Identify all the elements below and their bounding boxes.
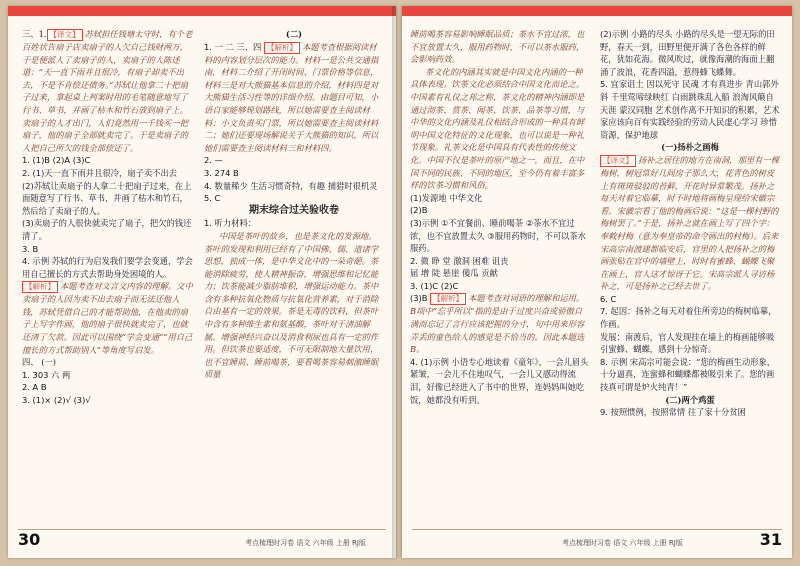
analysis-text-c1: 本题考查根据阅读材料的内容划分层次的能力。材料一是公共交通指南，材料二介绍了开闭时间、门票价格等信息，材料三是对大熊猫基本信息的介绍，材料四是对大熊猫生活习性等的详细介绍。由题目可知，小语自家能够规划路线，所以她需要查主阅读材料：小文负责买门票，所以她需要查主阅读材料二；她们还要现场解说关于大熊猫的知识，所以她们需要查主阅读材料三和材料四。 bbox=[204, 41, 379, 153]
left-top-bar bbox=[8, 6, 396, 16]
left-column-2 bbox=[204, 28, 384, 528]
answer-s7b: 发展：南渡后，官人发现挂在墙上的梅画能够吸引蜜蜂、蝴蝶，感到十分惊奇。 bbox=[600, 331, 775, 355]
right-top-bar bbox=[402, 6, 792, 16]
analysis-tag-c1: 【解析】 bbox=[264, 42, 300, 54]
translation-tag: 【译文】 bbox=[47, 29, 83, 41]
answer-r4b: 届 增 陡 悬崖 傻瓜 贡献 bbox=[410, 268, 498, 279]
answer-s7: 7. 起因：扬补之每天对着住所旁边的梅树临摹，作画。 bbox=[600, 306, 777, 330]
listening-text-cont: 睡前喝茶容易影响睡眠品质；茶水不宜过浓，也不宜放置太久，服用药物时，不可以茶水服药，会影响药效。 bbox=[410, 29, 585, 65]
answer-r5: 3. (1)C (2)C bbox=[410, 280, 459, 291]
answer-s9: 9. 按照惯例，按照常情 往了家十分贫困 bbox=[600, 407, 746, 418]
answer-c4: 4. 数量稀少 生活习惯奇特，有趣 捕猎时很机灵 bbox=[204, 180, 378, 191]
left-footer-divider bbox=[18, 529, 386, 530]
answer-s6: 6. C bbox=[600, 293, 617, 304]
translation-text: 苏轼担任钱塘太守时，有个老百姓状告扇子店卖扇子的人欠自己钱财两万，于是便派人了卖扇子的人，卖扇子的人陈述道：“天一直下雨并且很冷，有扇子却卖不出去，不是不肯偿还债务。”苏轼让他拿二十把扇子过来，拿起桌上判案时用的毛笔随意地写了行书、草书，并画了枯木和竹石放到扇子上。卖扇子的人才出门，人们竟然用一千钱买一把扇子，他的扇子全部就卖完了。于是卖扇子的人把自己所欠的钱全部偿还了。 bbox=[22, 29, 193, 153]
answer-3: 3. B bbox=[22, 243, 39, 254]
analysis-tag-r6: 【解析】 bbox=[430, 293, 466, 305]
answer-b2: 2. A B bbox=[22, 382, 47, 393]
right-page-number: 31 bbox=[759, 530, 782, 549]
listening-text-p2: 茶文化的内涵其实就是中国文化内涵的一种具体表现。饮茶文化必须结合中国文化而论之。中国素有礼仪之邦之称，茶文化的精神内涵即是通过沏茶、赏茶、闻茶、饮茶、品茶等习惯，与中华的文化内涵及礼仪相结合形成的一种具有鲜明中国文化特征的文化现象，也可以说是一种礼节现象。礼茶文化是中国具有代表性的传统文化。中国不仅是茶叶的原产地之一，而且，在中国不同的民族、不同的地区，至今仍有着丰富多样的饮茶习惯和风俗。 bbox=[410, 66, 585, 191]
answer-r1: (1)发源地 中华文化 bbox=[410, 192, 483, 203]
answer-r6: (3)B bbox=[410, 293, 428, 304]
exam-title: 期末综合过关验收卷 bbox=[249, 204, 339, 216]
answer-b3: 3. (1)× (2)√ (3)√ bbox=[22, 395, 91, 406]
right-column-2 bbox=[600, 28, 780, 528]
right-column-1 bbox=[410, 28, 590, 528]
answer-2: 2. (1)天一直下雨并且很冷，扇子卖不出去 bbox=[22, 167, 178, 178]
left-page bbox=[8, 6, 396, 558]
answer-2b: (2)苏轼让卖扇子的人拿二十把扇子过来，在上面随意写了行书、草书，并画了枯木和竹石，然后给了卖扇子的人。 bbox=[22, 180, 192, 216]
answer-s5: 5. 宜家诅土 因以死守 民魂 才有真进步 青山郭外斜 千里莺啼绿映红 白雨跳珠乱入船 浪淘风簸自天涯 蒙汉同胞 艺术创作离不开知识的积累，艺术家应该向百有实践经验的劳动人民虚心学习 珍惜资源，保护地球 bbox=[600, 79, 780, 140]
section-three-heading: 三、1. bbox=[22, 29, 47, 39]
answer-r3: (3)示例 ①不宜餐前、睡前喝茶 ②茶水不宜过浓，也不宜放置太久 ③服用药物时，不可以茶水服药。 bbox=[410, 217, 587, 254]
answer-b1: 1. 303 六 两 bbox=[22, 369, 71, 380]
translation-text-right: 扬补之居住的地方在南洞，那里有一棵梅树，树冠常好几间房子那么大，花青色的树皮上有斑斑驳驳的苔藓，开花时异常繁茂。扬补之每天对着它临摹，时不时地将画梅呈现给宋徽宗看。宋徽宗看了他的梅画后说：“这是一棵村野的梅树罢了。”于是，扬补之就在画上写了四个字：奉敕村梅（意为奉皇帝的命令画出的村梅）。后来宋高宗南渡建都临安后，官里的人把扬补之的梅画张贴在官中的墙壁上，时时有蜜蜂、蝴蝶飞聚在画上，官人这才惊讶于它。宋高宗派人寻访杨补之，可是扬补之已经去世了。 bbox=[600, 154, 780, 292]
right-footer-text: 考点梳理时习卷 语文 六年级 上册 RJ版 bbox=[562, 539, 683, 547]
right-page bbox=[402, 6, 792, 558]
answer-s1: (2)示例 小路的尽头 小路的尽头是一望无际的田野，春天一到，田野里便开满了各色各样的鲜花，犹如花海。微风吹过，就像海潮的海面上翻涌了波浪，花香四溢，惹得蜂飞蝶舞。 bbox=[600, 29, 775, 77]
answer-r2: (2)B bbox=[410, 205, 428, 216]
left-column-1 bbox=[22, 28, 194, 528]
answer-4: 4. 示例 苏轼的行为启发我们要学会变通，学会用自己擅长的方式去帮助身处困境的人。 bbox=[22, 256, 193, 279]
section-four-heading: 四、 bbox=[22, 357, 39, 368]
answer-c3: 3. 274 B bbox=[204, 167, 239, 178]
answer-c1: 1. 一 二 三、四 bbox=[204, 41, 262, 52]
left-footer-text: 考点梳理时习卷 语文 六年级 上册 RJ版 bbox=[245, 539, 366, 547]
analysis-text: 本题考查对文言文内容的理解。文中卖扇子的人因为卖不出去扇子而无法还他人钱，苏轼凭借自己的才能帮助他，在他卖的扇子上写字作画，他的扇子很快就卖完了，也就还清了欠款。因此可以围绕“学会变通”“用自己擅长的方式帮助别人”等角度写启发。 bbox=[22, 281, 193, 355]
translation-tag-right: 【译文】 bbox=[600, 155, 636, 167]
subsection-two-heading-right: (二)两个鸡蛋 bbox=[665, 394, 715, 405]
right-footer bbox=[412, 532, 782, 550]
answer-s8: 8. 示例 宋高宗可能会说：“您的梅画生动形象，十分逼真，连蜜蜂和蝴蝶都被吸引来了。您的画技真可谓是炉火纯青！” bbox=[600, 356, 776, 393]
analysis-tag: 【解析】 bbox=[22, 281, 58, 293]
answer-1: 1. (1)B (2)A (3)C bbox=[22, 155, 91, 166]
subsection-one-heading: (一)扬朴之画梅 bbox=[661, 142, 719, 153]
answer-c5: 5. C bbox=[204, 193, 221, 204]
answer-r7: 4. (1)示例 小语专心地读着《童年》，一会儿眉头紧皱，一会儿不住地叹气，一会儿又感动得流泪，好像已经进入了书中的世界，连妈妈叫她吃饭，她都没有听到。 bbox=[410, 356, 589, 405]
listening-text: 中国是茶叶的故乡，也是茶文化的发源地。茶叶的发现和利用已经有了中国佛、儒、道诸学思想，独成一体，是中华文化中的一朵奇葩。茶能消除疲劳，使人精神振奋，增强思维和记忆能力；饮茶能减少脂肪堆积，增强运动能力。茶中含有多种抗氧化物质与抗氧化营养素，对于消除自由基有一定的效果。茶是无毒的饮料，但茶叶中含有多种维生素和氨基酸，茶叶对于清油解腻、增强神经兴奋以及消食利尿也具有一定的作用。但饮茶也要适度，不可无限制地大量饮用，也不宜睡前、睡前喝茶，要看喝茶容易刺激睡眠质量 bbox=[204, 230, 379, 380]
answer-2c: (3)卖扇子的人很快就卖完了扇子，把欠的钱还清了。 bbox=[22, 218, 192, 241]
right-footer-divider bbox=[412, 529, 782, 530]
analysis-text-r6: 本题考查对词语的理解和运用。B项中“忘乎所以”指的是由于过度兴奋或骄傲自满而忘记了言行应该把握的分寸，句中用来形容弄丢的童色给人的感觉是不恰当的。因此本题选B。 bbox=[410, 293, 585, 355]
answer-r4: 2. 微 睁 堂 激洞 困难 诅丧 bbox=[410, 255, 509, 266]
exam-subtitle: 1. 听力材料： bbox=[204, 218, 257, 229]
answer-c2: 2. — bbox=[204, 155, 223, 166]
left-footer bbox=[18, 532, 386, 550]
section-four-sub: (一) bbox=[41, 357, 57, 368]
subsection-two-heading: (二) bbox=[285, 29, 303, 39]
left-page-number: 30 bbox=[18, 530, 41, 549]
